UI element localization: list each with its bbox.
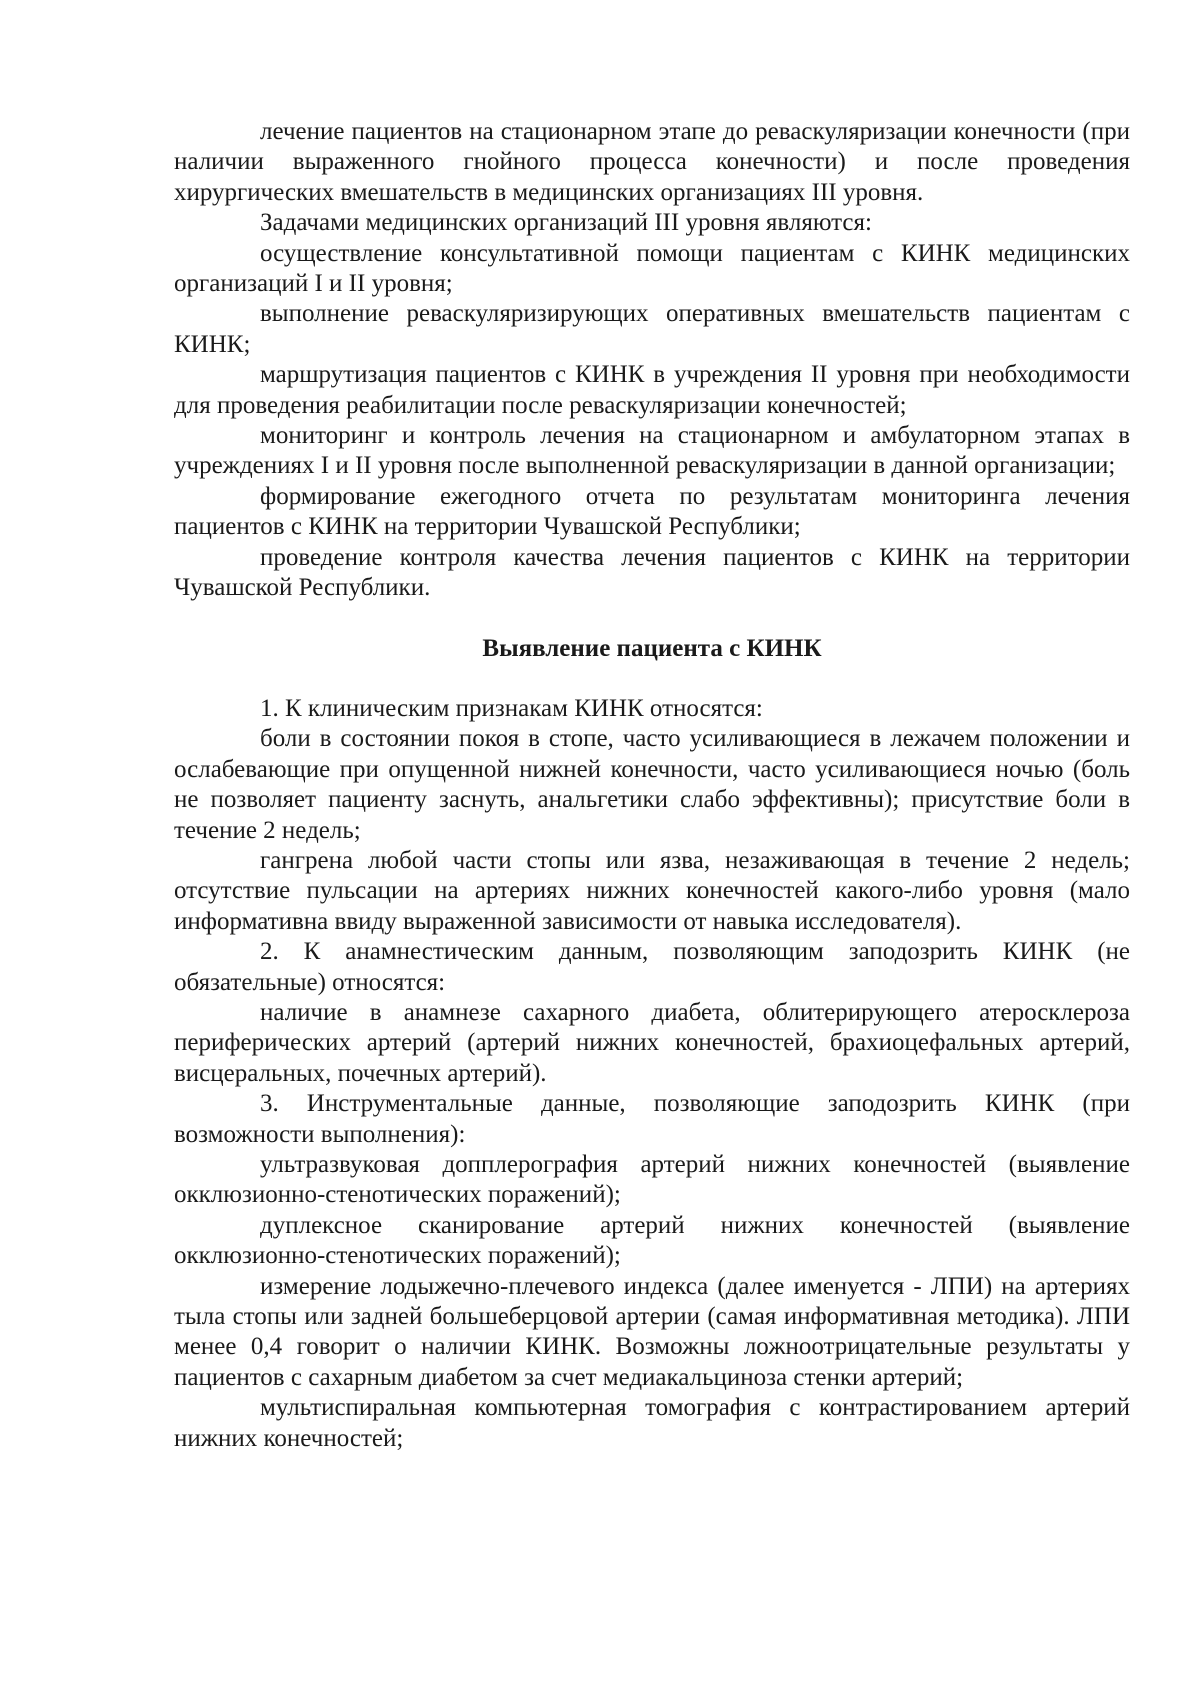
paragraph-abi-measurement: измерение лодыжечно-плечевого индекса (далее именуется - ЛПИ) на артериях тыла стопы или задней большеберцовой артерии (самая информативная методика). ЛПИ менее 0,4 говорит о наличии КИНК. Возможны ложноотрицательные результаты у пациентов с сахарным диабетом за счет медиакальциноза стенки артерий; [174,1272,1130,1391]
paragraph-level3-tasks-intro: Задачами медицинских организаций III уровня являются: [260,209,872,237]
paragraph-inpatient-treatment: лечение пациентов на стационарном этапе до реваскуляризации конечности (при наличии выраженного гнойного процесса конечности) и после проведения хирургических вмешательств в медицинских организациях III уровня. [174,118,1130,206]
paragraph-monitoring-control: мониторинг и контроль лечения на стационарном и амбулаторном этапах в учреждениях I и II уровня после выполненной реваскуляризации в данной организации; [174,422,1130,480]
paragraph-annual-report: формирование ежегодного отчета по результатам мониторинга лечения пациентов с КИНК на территории Чувашской Республики; [174,482,1130,541]
paragraph-anamnesis-intro: 2. К анамнестическим данным, позволяющим заподозрить КИНК (не обязательные) относятся: [174,938,1130,996]
paragraph-rest-pain: боли в состоянии покоя в стопе, часто усиливающиеся в лежачем положении и ослабевающие при опущенной нижней конечности, часто усиливающиеся ночью (боль не позволяет пациенту заснуть, анальгетики слабо эффективны); присутствие боли в течение 2 недель; [174,725,1130,844]
spacer [174,664,1130,694]
paragraph-duplex-scan: дуплексное сканирование артерий нижних конечностей (выявление окклюзионно-стенотических поражений); [174,1211,1130,1270]
paragraph-revascularization-surgery: выполнение реваскуляризирующих оперативных вмешательств пациентам с КИНК; [174,300,1130,358]
paragraph-anamnesis-diabetes: наличие в анамнезе сахарного диабета, облитерирующего атеросклероза периферических артерий (артерий нижних конечностей, брахиоцефальных артерий, висцеральных, почечных артерий). [174,998,1130,1087]
section-heading: Выявление пациента с КИНК [482,634,822,662]
paragraph-gangrene-ulcer: гангрена любой части стопы или язва, незаживающая в течение 2 недель; отсутствие пульсации на артериях нижних конечностей какого-либо уровня (мало информативна ввиду выраженной зависимости от навыка исследователя). [174,846,1130,935]
paragraph-clinical-signs-intro: 1. К клиническим признакам КИНК относятся: [260,694,763,722]
document-body [174,117,1130,1454]
paragraph-doppler: ультразвуковая допплерография артерий нижних конечностей (выявление окклюзионно-стенотических поражений); [174,1151,1130,1209]
spacer [174,604,1130,634]
paragraph-consultative-help: осуществление консультативной помощи пациентам с КИНК медицинских организаций I и II уровня; [174,239,1130,298]
paragraph-instrumental-intro: 3. Инструментальные данные, позволяющие заподозрить КИНК (при возможности выполнения): [174,1090,1130,1148]
paragraph-ct-angiography: мультиспиральная компьютерная томография с контрастированием артерий нижних конечностей; [174,1394,1130,1452]
paragraph-patient-routing: маршрутизация пациентов с КИНК в учреждения II уровня при необходимости для проведения реабилитации после реваскуляризации конечностей; [174,361,1130,419]
paragraph-quality-control: проведение контроля качества лечения пациентов с КИНК на территории Чувашской Республики. [174,543,1130,602]
